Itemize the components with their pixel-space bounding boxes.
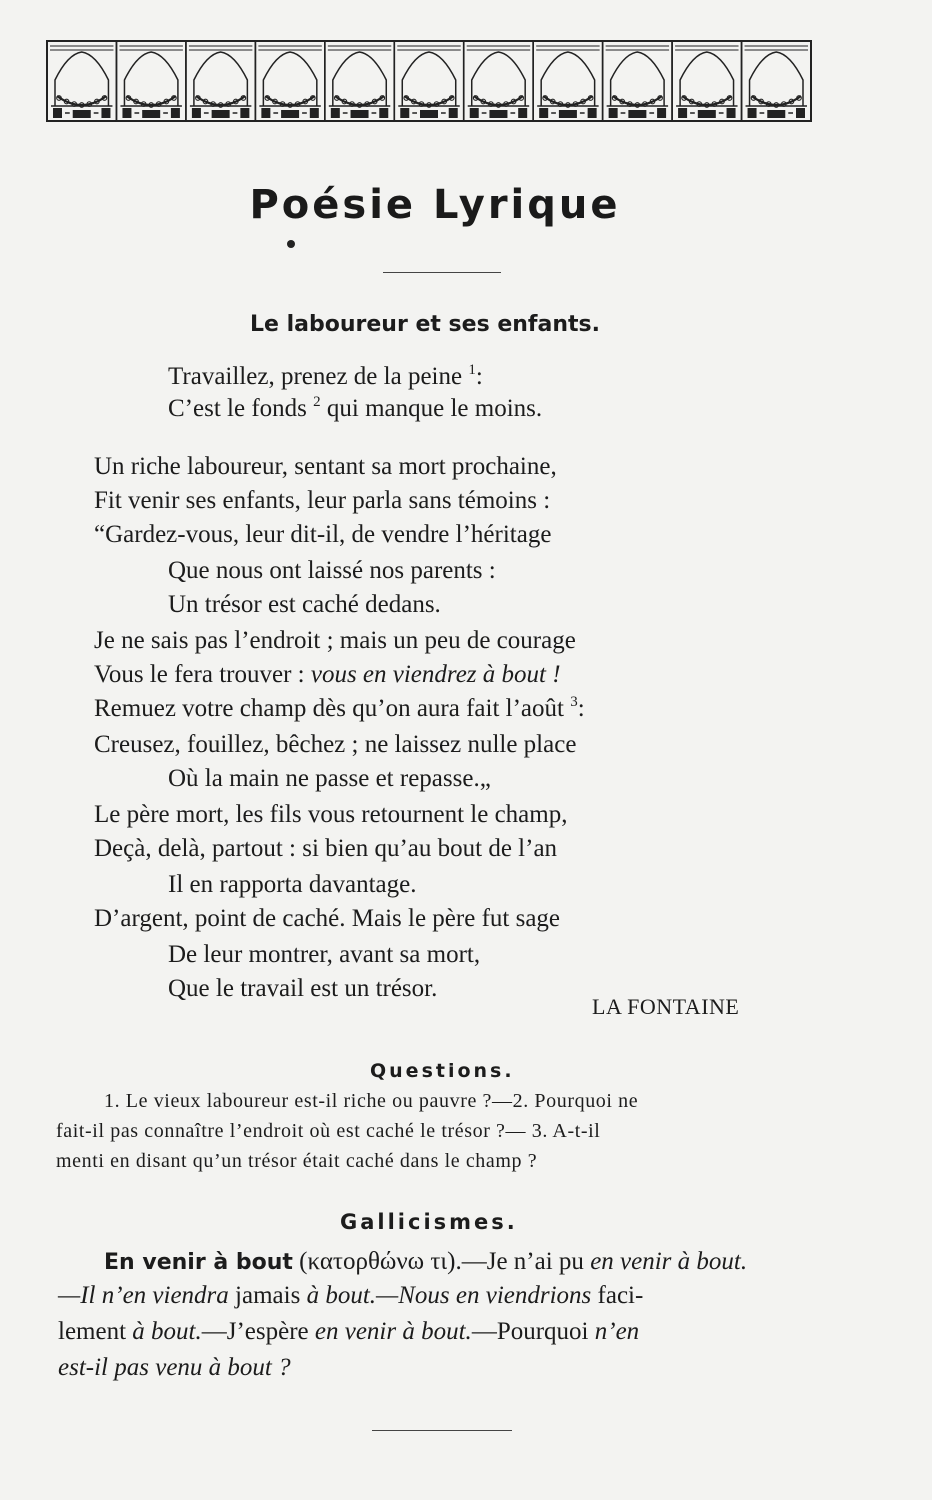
poem-line: De leur montrer, avant sa mort, [168,941,481,968]
ornament-tile [533,41,602,121]
question-line: fait-il pas connaître l’endroit où est caché le trésor ?— 3. A-t-il [56,1120,601,1142]
ornament-tile [672,41,741,121]
gallicisme-italic: en venir à bout. [590,1248,748,1275]
gallicisme-line [104,1248,747,1276]
poem-line: Fit venir ses enfants, leur parla sans témoins : [94,487,551,514]
ornament-tile [186,41,255,121]
poem-line: Que le travail est un trésor. [168,975,438,1002]
ornament-frame [47,41,811,121]
poem-line: Je ne sais pas l’endroit ; mais un peu de courage [94,627,576,654]
footnote-marker: 3 [570,694,578,710]
ornament-tile [116,41,185,121]
gallicisme-line [58,1318,639,1346]
poem-text: : [577,695,585,722]
ornament-tile [47,41,116,121]
gallicisme-italic: en venir à bout. [314,1318,472,1345]
gallicisme-text: faci- [591,1282,644,1309]
gallicisme-line [58,1354,291,1382]
ornament-tile [603,41,672,121]
gallicisme-text: —J’espère [201,1318,315,1345]
epigraph-text: : [475,363,483,390]
poem-line: Où la main ne passe et repasse.„ [168,765,491,792]
gallicisme-italic: à bout.—Nous en viendrions [306,1282,592,1309]
question-line: menti en disant qu’un trésor était caché dans le champ ? [56,1150,538,1172]
poem-line: Il en rapporta davantage. [168,871,417,898]
poem-line: “Gardez-vous, leur dit-il, de vendre l’héritage [94,521,552,548]
poem-text: Remuez votre champ dès qu’on aura fait l’août [94,695,571,722]
gallicisme-line [58,1282,643,1310]
poem-line [94,694,585,724]
title-rule [383,272,501,273]
poem-text: Vous le fera trouver : [94,661,311,688]
footnote-marker: 1 [468,362,476,378]
poem-line: Le père mort, les fils vous retournent le champ, [94,801,568,828]
gallicisme-text: lement [58,1318,133,1345]
gallicisme-italic: est-il pas venu à bout ? [58,1354,291,1381]
poem-line: D’argent, point de caché. Mais le père fut sage [94,905,561,932]
ornament-tile [325,41,394,121]
poem-title: Le laboureur et ses enfants. [250,312,600,337]
gallicisme-text: jamais [228,1282,307,1309]
question-line: 1. Le vieux laboureur est-il riche ou pauvre ?—2. Pourquoi ne [104,1090,639,1112]
author-name: LA FONTAINE [592,994,740,1019]
poem-italic: vous en viendrez à bout ! [310,661,561,688]
end-rule [372,1430,512,1431]
title-dot [287,240,295,248]
gallicisme-text: —Pourquoi [471,1318,595,1345]
poem-line [94,660,561,690]
gallicisme-italic: à bout. [132,1318,202,1345]
gallicisme-italic: —Il n’en viendra [58,1282,229,1309]
ornament-tile [464,41,533,121]
ornament-tile [394,41,463,121]
poem-line: Un riche laboureur, sentant sa mort prochaine, [94,453,557,480]
poem-line: Creusez, fouillez, bêchez ; ne laissez nulle place [94,731,577,758]
epigraph-text: Travaillez, prenez de la peine [168,363,469,390]
epigraph-line-1 [168,362,483,392]
questions-heading: Questions. [370,1060,515,1082]
ornament-tile [742,41,811,121]
gallicisme-text: (κατορθώνω τι).—Je n’ai pu [292,1248,591,1275]
gallicisme-term: En venir à bout [104,1250,293,1275]
ornament-tile [255,41,324,121]
epigraph-text: qui manque le moins. [320,395,543,422]
page-title: Poésie Lyrique [249,182,621,228]
ornament-band [46,40,812,122]
gallicisme-italic: n’en [594,1318,640,1345]
poem-line: Que nous ont laissé nos parents : [168,557,496,584]
epigraph-text: C’est le fonds [168,395,314,422]
footnote-marker: 2 [313,394,321,410]
gallicismes-heading: Gallicismes. [340,1210,518,1234]
epigraph-line-2 [168,394,542,424]
poem-line: Deçà, delà, partout : si bien qu’au bout de l’an [94,835,558,862]
poem-line: Un trésor est caché dedans. [168,591,441,618]
ornament-tiles [47,41,811,121]
